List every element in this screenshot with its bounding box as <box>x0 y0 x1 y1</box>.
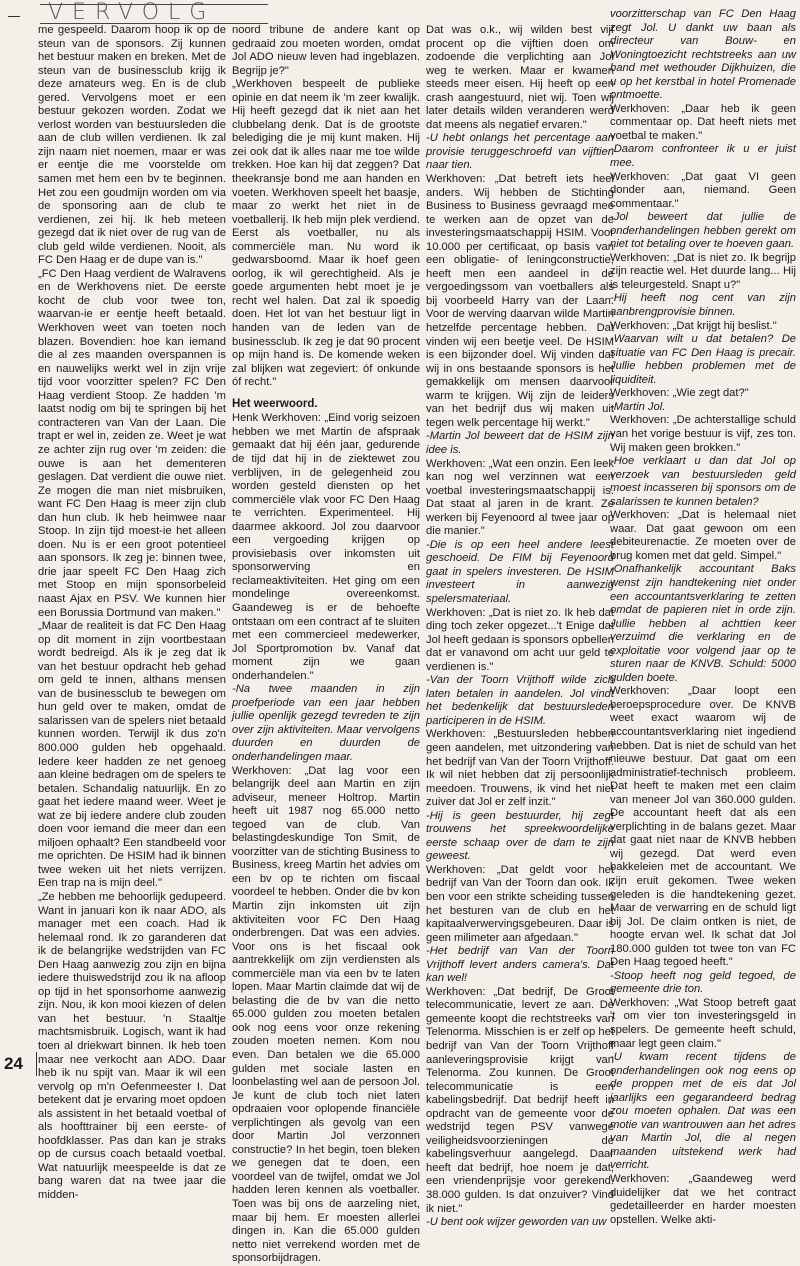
article-paragraph: „FC Den Haag verdient de Walravens en de Werkhovens niet. De eerste kocht de club voor twee ton, waarvan-ie er eentje heeft betaald. Werkhoven weet van toeten noch blazen. Bovendien: hoe kan iemand die al zes maanden overspannen is en nauwelijks werkt wel in zijn vrije tijd voor voorzitter spelen? FC Den Haag verdient Stoop. Ze hadden 'm laatst nodig om bij te springen bij het contracteren van Van der Laan. Die trapt er wel in, zeiden ze. Weet je wat ze achter zijn rug over 'm zeiden: die ouwe is aan het dementeren geslagen. Dat verdient die ouwe niet. Ze mogen die man niet misbruiken, want FC Den Haag is meer zijn club dan hun club. Ik heb heimwee naar Stoop. In zijn tijd moest-ie het alleen doen. Nu is er een groot potentieel aan sponsors. Ik zeg je: binnen twee, drie jaar speelt FC Den Haag zich met Stoop en mijn sponsorbeleid naast Ajax en PSV. We kunnen hier een Borussia Dortmund van maken." <box>38 267 226 619</box>
interview-question: -Waarvan wilt u dat betalen? De situatie van FC Den Haag is precair. Jullie hebben problemen met de liquiditeit. <box>610 333 796 386</box>
interview-question: -Van der Toorn Vrijthoff wilde zich laten betalen in aandelen. Jol vindt het bedenkelijk dat bestuursleden participeren in de HSIM. <box>426 674 614 727</box>
article-paragraph: Dat was o.k., wij wilden best vijf procent op die vijftien doen om zodoende die verplichting aan Jol weg te werken. Maar er kwamen steeds meer eisen. Hij heeft op een crash aangestuurd, niet wij. Toen wij later details wilden veranderen werd dat meens als negatief ervaren." <box>426 24 614 131</box>
interview-question: -Martin Jol. <box>610 400 666 413</box>
section-heading: Het weerwoord. <box>232 397 318 410</box>
interview-question: -U bent ook wijzer geworden van uw <box>426 1216 607 1229</box>
interview-question: -Hoe verklaart u dan dat Jol op verzoek van bestuursleden geld moest incasseren bij sponsors om de salarissen te kunnen betalen? <box>610 455 796 508</box>
article-paragraph: me gespeeld. Daarom hoop ik op de steun van de sponsors. Zij kunnen het bestuur maken en breken. Met de steun van de businessclub krijg ik deze amateurs weg. En is de club gered. Vervolgens moet er een bestuur gekozen worden. Zodat we verlost worden van bestuursleden die aan de club willen verdienen. Ik zal zijn naam niet noemen, maar er was er eentje die me voorstelde om samen met hem een bv te beginnen. Het zou een goudmijn worden om via de sponsoring aan de club te verdienen, zei hij. Ik heb meteen gezegd dat ik niet over de rug van de club geld wilde verdienen. Nooit, als FC Den Haag er de dupe van is." <box>38 24 226 267</box>
article-column-3 <box>426 24 614 1229</box>
article-paragraph: Henk Werkhoven: „Eind vorig seizoen hebben we met Martin de afspraak gemaakt dat hij één jaar, gedurende de tijd dat hij in de ziektewet zou verblijven, in de gelegenheid zou worden gesteld diensten op het commerciële vlak voor FC Den Haag te verrichten. Experimenteel. Hij daarmee akkoord. Jol zou daarvoor een vergoeding krijgen op provisiebasis over inkomsten uit sponsorwerving en reclameaktiviteiten. Het ging om een mondelinge overeenkomst. Gaandeweg is er de behoefte ontstaan om een contract af te sluiten met een commercieel medewerker, Jol Sportpromotion bv. Vanaf dat moment zijn we gaan onderhandelen." <box>232 412 420 682</box>
interview-question: -Jol beweert dat jullie de onderhandelingen hebben gerekt om niet tot betaling over te hoeven gaan. <box>610 211 796 251</box>
interview-question: -Na twee maanden in zijn proefperiode van een jaar hebben jullie openlijk gezegd tevreden te zijn over zijn aktiviteiten. Maar vervolgens duurden en duurden de onderhandelingen maar. <box>232 683 420 763</box>
article-paragraph: Werkhoven: „Dat gaat VI geen donder aan, niemand. Geen commentaar." <box>610 170 796 210</box>
article-column-1 <box>38 24 226 1202</box>
article-paragraph: Werkhoven: „Dat lag voor een belangrijk deel aan Martin en zijn adviseur, meneer Holtrop. Martin heeft uit 1987 nog 65.000 netto tegoed van de club. Van belastingdeskundige Ton Smit, de voorzitter van de stichting Business to Business, kreeg Martin het advies om een bv op te richten om fiscaal voordeel te hebben. Onder die bv kon Martin zijn inkomsten uit zijn aktiviteiten voor FC Den Haag onderbrengen. Dat was een advies. Voor ons is het fiscaal ook aantrekkelijk om zijn verdiensten als commerciële man via een bv te laten lopen. Maar Martin claimde dat wij de belasting die de bv van die netto 65.000 gulden zou moeten betalen ook nog eens voor onze rekening zouden moeten nemen. Kom nou even. Dan betalen we die 65.000 gulden met sociale lasten en loonbelasting wel aan de persoon Jol. Je kunt de club toch niet laten opdraaien voor oplopende financiële verplichtingen als gevolg van een door Martin Jol verzonnen constructie? In het begin, toen bleken we genegen dat te doen, een voordeel van de twijfel, omdat we Jol hadden leren kennen als voetballer. Toen was bij ons de aarzeling niet, maar bij hem. Er moesten allerlei dingen in. Kan die 65.000 gulden netto niet verrekend worden met de sponsorbijdragen. <box>232 764 420 1265</box>
article-paragraph: Werkhoven: „Dat is niet zo. Ik begrijp zijn reactie wel. Het duurde lang... Hij is teleurgesteld. Snapt u?" <box>610 251 796 291</box>
article-paragraph: Werkhoven: „Daar loopt een beroepsprocedure over. De KNVB weet exact waarom wij de accountantsverklaring niet ingediend hebben. Dat is niet de schuld van het nieuwe bestuur. Dat gaat om een administratief-technisch probleem. Dat heeft te maken met een claim van meneer Jol van 360.000 gulden. De accountant heeft dat als een verplichting in de balans gezet. Maar dat gaat niet naar de KNVB hebben wij gezegd. Dat werd even bakkeleien met de accountant. We zijn eruit gekomen. Twee weken geleden is die handtekening gezet. Maar de verwarring en de schuld ligt bij Jol. De claim ontken is niet, de hoogte ervan wel. Ik schat dat Jol 180.000 gulden tot twee ton van FC Den Haag tegoed heeft." <box>610 685 796 969</box>
article-paragraph: Werkhoven: „Gaandeweg werd duidelijker dat we het contract gedetailleerder en harder moesten opstellen. Welke akti- <box>610 1173 796 1226</box>
article-paragraph: Werkhoven: „Bestuursleden hebben geen aandelen, met uitzondering van het bedrijf van Van der Toorn Vrijthoff. Ik wil niet hebben dat zij persoonlijk meedoen. Trouwens, ik vind het niet zuiver dat Jol er zelf inzit." <box>426 728 614 809</box>
article-paragraph: Werkhoven: „Dat is helemaal niet waar. Dat gaat gewoon om een debiteurenactie. Ze moeten over de brug komen met dat geld. Simpel." <box>610 509 796 562</box>
article-paragraph: Werkhoven: „Dat betreft iets heel anders. Wij hebben de Stichting Business to Business gevraagd mee te werken aan de opzet van de investeringsmaatschappij HSIM. Voor 10.000 per certificaat, op basis van een obligatie- of leningconstructie, heeft men een aandeel in de vergoedingssom van voetballers als bij voorbeeld Harry van der Laan. Voor de werving daarvan wilde Martin hetzelfde percentage hebben. Dat vinden wij een beetje veel. De HSIM is een bijzonder doel. Wij vinden dat wij in ons bestaande sponsors is het gemakkelijk om mensen daarvoor warm te krijgen. Wij zijn de leiders van het bedrijf dus wij maken uit tegen welk percentage hij werkt." <box>426 173 614 429</box>
article-paragraph: „Werkhoven bespeelt de publieke opinie en dat neem ik 'm zeer kwalijk. Hij heeft gezegd dat ik niet aan het clubbelang denk. Dat is de grootste belediging die je mij kunt maken. Hij zei ook dat ik alles naar me toe wilde trekken. Hoe kan hij dat zeggen? Dat theekransje bond me aan handen en voeten. Werkhoven speelt het baasje, maar zo werkt het niet in de voetballerij. Ik heb mijn plek verdiend. Eerst als voetballer, nu als commerciële man. Nu word ik gedwarsboomd. Maar ik hoef geen oorlog, ik wil gerechtigheid. Als je goede argumenten hebt moet je je recht wel halen. Dat zal ik spoedig doen. Het lot van het bestuur ligt in handen van de leden van de businessclub. Ik zeg je dat 90 procent op mijn hand is. De komende weken zal blijken wat zegeviert: óf onkunde óf recht." <box>232 78 420 389</box>
article-paragraph: Werkhoven: „Dat geldt voor het bedrijf van Van der Toorn dan ook. Ik ben voor een strikte scheiding tussen het besturen van de club en het kapitaalverwervingsgebeuren. Daar is geen milimeter aan afgedaan." <box>426 863 614 944</box>
article-paragraph: noord tribune de andere kant op gedraaid zou moeten worden, omdat Jol ADO nieuw leven had ingeblazen. Begrijp je?" <box>232 24 420 77</box>
page-number: 24 <box>4 1054 23 1073</box>
article-paragraph: Werkhoven: „Dat is niet zo. Ik heb dat ding toch zeker opgezet...'t Enige dat Jol heeft gedaan is sponsors opbellen dat er vanavond om acht uur geld te verdienen is." <box>426 606 614 673</box>
interview-question: -Die is op een heel andere leest geschoeid. De FIM bij Feyenoord gaat in spelers investeren. De HSIM investeert in aanwezig spelersmateriaal. <box>426 538 614 605</box>
article-paragraph: Werkhoven: „De achterstallige schuld van het vorige bestuur is vijf, zes ton. Wij maken geen brokken." <box>610 414 796 454</box>
interview-question: -Hij heeft nog cent van zijn aanbrengprovisie binnen. <box>610 292 796 319</box>
interview-question: -Hij is geen bestuurder, hij zegt trouwens het spreekwoordelijke eerste schaap over de dam te zijn geweest. <box>426 809 614 863</box>
interview-question: -Onafhankelijk accountant Baks wenst zijn handtekening niet onder een accountantsverklaring te zetten omdat de papieren niet in orde zijn. Jullie hebben al achttien keer verzuimd die verklaring en de exploitatie voor volgend jaar op te sturen naar de KNVB. Schuld: 5000 gulden boete. <box>610 563 796 684</box>
interview-question: voorzitterschap van FC Den Haag zegt Jol. U dankt uw baan als directeur van Bouw- en Woningtoezicht rechtstreeks aan uw band met wethouder Dijkhuizen, die u op het kerstbal in hotel Promenade ontmoette. <box>610 8 796 102</box>
article-paragraph: Werkhoven: „Dat bedrijf, De Groot telecommunicatie, levert ze aan. De gemeente koopt die rechtstreeks van Telenorma. Misschien is er zelf op het bedrijf van Van der Toorn Vrijthoff aanleveringsprovisie krijgt van Telenorma. Zou kunnen. De Groot telecommunicatie is een kabelingsbedrijf. Dat bedrijf heeft in opdracht van de gemeente voor de wedstrijd tegen PSV vanwege veiligheidsvoorzieningen de kabelingsverhuur aangelegd. Daar heeft dat bedrijf, hoe noem je dat, een vriendenprijsje voor gerekend. 38.000 gulden. Is dat onzuiver? Vind ik niet." <box>426 985 614 1215</box>
article-column-2 <box>232 24 420 1265</box>
article-paragraph: Werkhoven: „Wat Stoop betreft gaat 't om vier ton investeringsgeld in spelers. De gemeente heeft schuld, maar legt geen claim." <box>610 996 796 1050</box>
section-header-word: VERVOLG <box>48 0 216 25</box>
interview-question: -Stoop heeft nog geld tegoed, de gemeente drie ton. <box>610 969 796 996</box>
page-number-rule <box>36 1052 37 1076</box>
interview-question: -Het bedrijf van Van der Toorn Vrijthoff levert anders camera's. Dat kan wel! <box>426 945 614 985</box>
header-rule-left <box>8 16 20 17</box>
article-paragraph: Werkhoven: „Wie zegt dat?" <box>610 387 749 400</box>
article-paragraph: Werkhoven: „Dat krijgt hij beslist." <box>610 319 777 332</box>
article-paragraph: Werkhoven: „Daar heb ik geen commentaar op. Dat heeft niets met voetbal te maken." <box>610 102 796 142</box>
article-paragraph: „Ze hebben me behoorlijk gedupeerd. Want in januari kon ik naar ADO, als manager met een coach. Had ik helemaal rond. Ik zo garanderen dat ik de belangrijke wedstrijden van FC Den Haag aanwezig zou zijn en bijna iedere thuiswedstrijd zou ik na afloop op tijd in het sponsorhome aanwezig zijn. Nou, ik kon mooi kiezen of delen van het bestuur. 'n Staaltje machtsmisbruik. Logisch, want ik had toen al driekwart binnen. Ik heb toen maar nee verkocht aan ADO. Daar heb ik nu spijt van. Maar ik wil een vervolg op m'n Oefenmeester I. Dat betekent dat je ervaring moet opdoen als assistent in het betaald voetbal of als hoofttrainer bij een eerste- of hoofdklasser. Pas dan kan je straks op de cursus coach betaald voetbal. Wat natuurlijk meespeelde is dat ze bang waren dat na twee jaar die midden- <box>38 891 226 1202</box>
article-column-4 <box>610 8 796 1226</box>
interview-question: -U hebt onlangs het percentage aan provisie teruggeschroefd van vijftien naar tien. <box>426 132 614 172</box>
interview-question: -U kwam recent tijdens de onderhandelingen ook nog eens op de proppen met de eis dat Jol jaarlijks een gegarandeerd bedrag zou moeten ophalen. Dat was een motie van wantrouwen aan het adres van Martin Jol, die al negen maanden uitstekend werk had verricht. <box>610 1051 796 1172</box>
interview-question: -Daarom confronteer ik u er juist mee. <box>610 143 796 170</box>
interview-question: -Martin Jol beweert dat de HSIM zijn idee is. <box>426 430 614 456</box>
article-paragraph: Werkhoven: „Wat een onzin. Een leek kan nog wel verzinnen wat een voetbal investeringsmaatschappij is. Dat staat al jaren in de krant. Ze werken bij Feyenoord al twee jaar op die manier." <box>426 457 614 538</box>
article-paragraph: „Maar de realiteit is dat FC Den Haag op dit moment in zijn voortbestaan wordt bedreigd. Als ik je zeg dat ik van het bestuur opdracht heb gehad om geld te innen, althans mensen van de businessclub te bewegen om hun geld over te maken, omdat de salarissen van de spelers niet betaald kunnen worden. Terwijl ik dus zo'n 800.000 gulden heb opgehaald. Iedere keer hadden ze net genoeg aan kleine bedragen om de spelers te betalen. Schandalig natuurlijk. En zo gaat het iedere maand weer. Weet je wat ze bij iedere andere club zouden doen voor iemand die meer dan een miljoen ophaalt? Een standbeeld voor me oprichten. De HSIM had ik binnen twee weken uit het niets verrijzen. Een trap na is mijn deel." <box>38 620 226 890</box>
